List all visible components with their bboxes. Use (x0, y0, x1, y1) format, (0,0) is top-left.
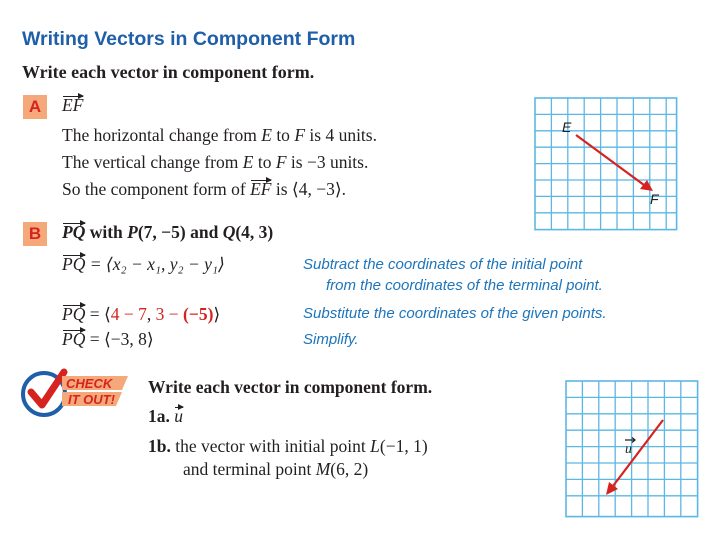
step-1-note-line-1: Subtract the coordinates of the initial point (303, 256, 583, 273)
question-1b-line-1: 1b. the vector with initial point L(−1, 1) (148, 436, 428, 456)
check-it-out-badge (18, 368, 138, 420)
grid-ef-lines (535, 98, 677, 230)
instruction: Write each vector in component form. (22, 62, 315, 82)
badge-a: A (23, 95, 47, 119)
step-1-note-line-2: from the coordinates of the terminal point. (326, 277, 603, 294)
part-b-step-2: PQ = ⟨4 − 7, 3 − (−5)⟩ (62, 304, 221, 324)
part-b-step-3: PQ = ⟨−3, 8⟩ (62, 329, 154, 349)
step-3-note: Simplify. (303, 331, 359, 348)
part-a-line-1: The horizontal change from E to F is 4 units. (62, 125, 377, 145)
grid-ef (532, 95, 682, 235)
check-label: CHECK (66, 376, 113, 391)
vector-u-arrow (606, 420, 663, 495)
label-u: u (625, 442, 632, 457)
part-a-line-2: The vertical change from E to F is −3 units. (62, 152, 369, 172)
badge-b: B (23, 222, 47, 246)
part-b-step-1: PQ = ⟨x₂ − x₁, y₂ − y₁⟩ (62, 254, 225, 274)
check-instruction: Write each vector in component form. (148, 377, 433, 397)
part-a-vector-name: EF (62, 95, 84, 115)
part-a-line-3: So the component form of EF is ⟨4, −3⟩. (62, 179, 347, 199)
label-f: F (650, 191, 659, 207)
label-e: E (562, 119, 572, 135)
page-title: Writing Vectors in Component Form (22, 28, 356, 50)
step-2-note: Substitute the coordinates of the given points. (303, 305, 607, 322)
it-out-label: IT OUT! (68, 392, 115, 407)
grid-u (563, 378, 703, 520)
question-1b-line-2: and terminal point M(6, 2) (183, 459, 369, 479)
part-b-heading: PQ with P(7, −5) and Q(4, 3) (62, 222, 274, 242)
question-1a: 1a. u (148, 406, 183, 426)
